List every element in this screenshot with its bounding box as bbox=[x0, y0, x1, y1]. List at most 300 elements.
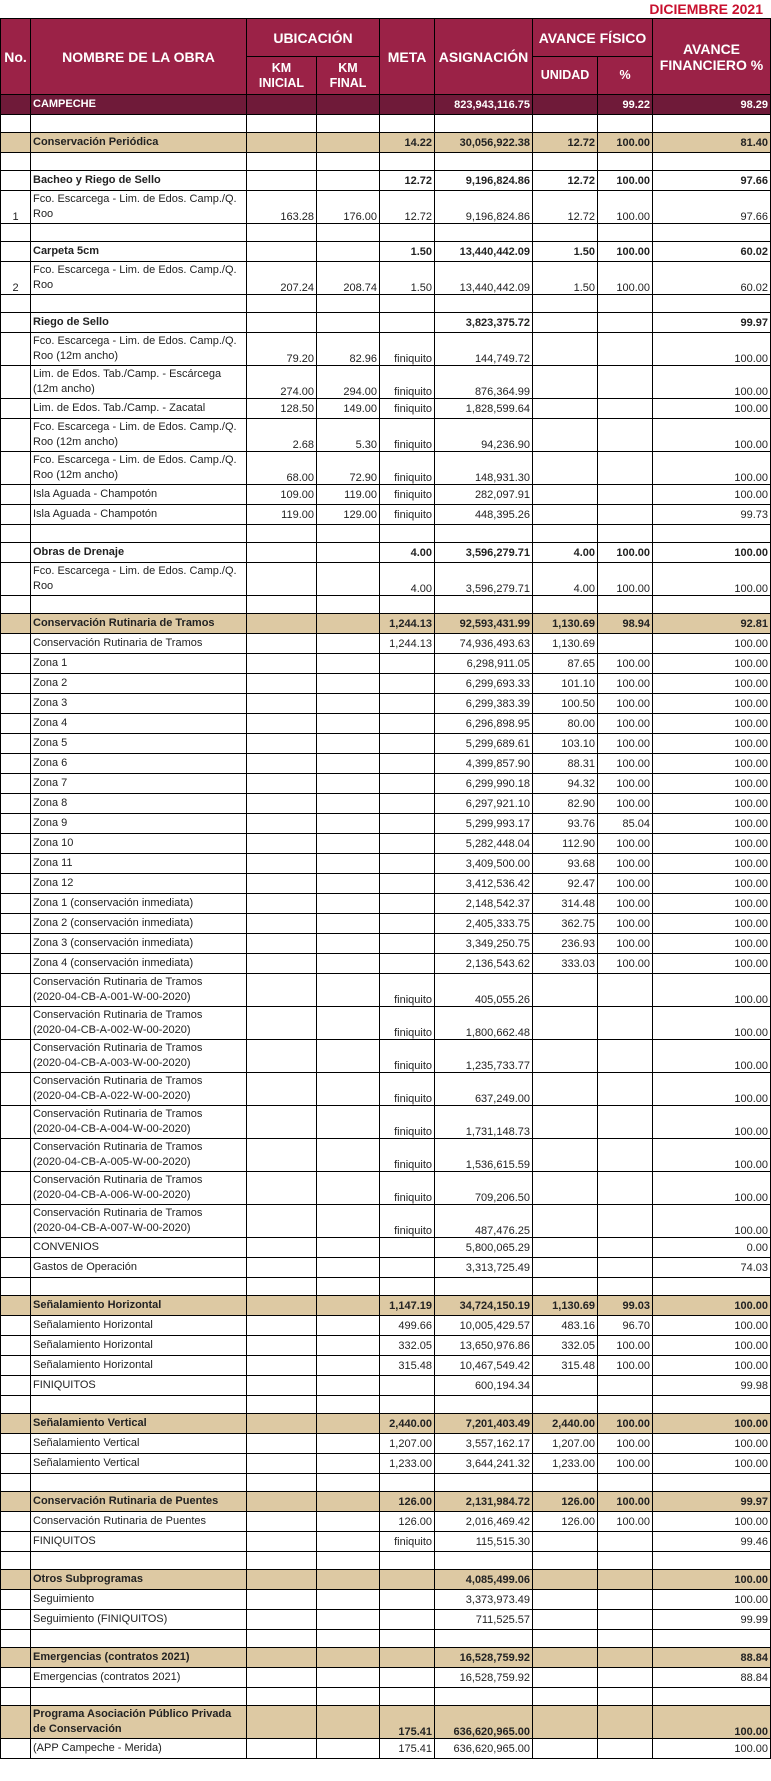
cell-name: Señalamiento Vertical bbox=[31, 1414, 247, 1434]
cell-asig: 1,235,733.77 bbox=[435, 1040, 533, 1073]
cell-asig: 3,596,279.71 bbox=[435, 543, 533, 563]
table-row bbox=[1, 914, 771, 934]
cell-name bbox=[31, 1552, 247, 1570]
cell-kmf bbox=[317, 596, 380, 614]
cell-kmi bbox=[247, 95, 317, 115]
cell-pct bbox=[598, 1532, 653, 1552]
cell-meta: finiquito bbox=[380, 1040, 435, 1073]
cell-no bbox=[1, 934, 31, 954]
header-km-inicial: KM INICIAL bbox=[247, 57, 317, 95]
cell-fin: 60.02 bbox=[653, 242, 771, 262]
cell-kmf bbox=[317, 1296, 380, 1316]
cell-meta bbox=[380, 1238, 435, 1258]
cell-name: Conservación Rutinaria de Tramos (2020-04-CB-A-002-W-00-2020) bbox=[31, 1007, 247, 1040]
cell-pct bbox=[598, 1630, 653, 1648]
cell-no bbox=[1, 1238, 31, 1258]
spacer-row bbox=[1, 1688, 771, 1706]
cell-kmf: 82.96 bbox=[317, 333, 380, 366]
cell-fin: 100.00 bbox=[653, 1040, 771, 1073]
cell-asig bbox=[435, 1630, 533, 1648]
cell-name bbox=[31, 1630, 247, 1648]
cell-asig: 637,249.00 bbox=[435, 1073, 533, 1106]
table-row bbox=[1, 563, 771, 596]
cell-pct bbox=[598, 1706, 653, 1739]
cell-kmi bbox=[247, 1552, 317, 1570]
cell-meta: finiquito bbox=[380, 505, 435, 525]
cell-no bbox=[1, 596, 31, 614]
cell-no bbox=[1, 1552, 31, 1570]
cell-kmf bbox=[317, 694, 380, 714]
cell-kmf: 176.00 bbox=[317, 191, 380, 224]
section-row bbox=[1, 1414, 771, 1434]
cell-fin: 99.46 bbox=[653, 1532, 771, 1552]
cell-kmi bbox=[247, 754, 317, 774]
cell-no bbox=[1, 1356, 31, 1376]
cell-fin: 100.00 bbox=[653, 366, 771, 399]
cell-kmf bbox=[317, 1356, 380, 1376]
cell-kmf bbox=[317, 814, 380, 834]
cell-fin bbox=[653, 295, 771, 313]
obras-table bbox=[0, 18, 771, 1759]
cell-kmi bbox=[247, 854, 317, 874]
table-row bbox=[1, 1007, 771, 1040]
cell-pct: 100.00 bbox=[598, 171, 653, 191]
cell-meta: 1,147.19 bbox=[380, 1296, 435, 1316]
cell-unidad bbox=[533, 224, 598, 242]
cell-meta bbox=[380, 694, 435, 714]
cell-unidad: 12.72 bbox=[533, 191, 598, 224]
cell-kmf bbox=[317, 525, 380, 543]
cell-fin: 100.00 bbox=[653, 543, 771, 563]
cell-name: Zona 1 bbox=[31, 654, 247, 674]
cell-name: Fco. Escarcega - Lim. de Edos. Camp./Q. Roo (12m ancho) bbox=[31, 452, 247, 485]
cell-name: Señalamiento Horizontal bbox=[31, 1296, 247, 1316]
cell-meta: 4.00 bbox=[380, 563, 435, 596]
cell-fin: 97.66 bbox=[653, 191, 771, 224]
cell-meta: 1,244.13 bbox=[380, 614, 435, 634]
cell-no bbox=[1, 543, 31, 563]
cell-pct: 100.00 bbox=[598, 874, 653, 894]
cell-fin bbox=[653, 596, 771, 614]
cell-pct bbox=[598, 295, 653, 313]
table-row bbox=[1, 794, 771, 814]
cell-unidad: 333.03 bbox=[533, 954, 598, 974]
cell-asig: 9,196,824.86 bbox=[435, 171, 533, 191]
spacer-row bbox=[1, 224, 771, 242]
table-row bbox=[1, 714, 771, 734]
cell-pct: 100.00 bbox=[598, 654, 653, 674]
cell-pct: 100.00 bbox=[598, 1356, 653, 1376]
cell-kmi bbox=[247, 1648, 317, 1668]
cell-meta bbox=[380, 596, 435, 614]
cell-fin: 100.00 bbox=[653, 1172, 771, 1205]
cell-name: Carpeta 5cm bbox=[31, 242, 247, 262]
table-row bbox=[1, 854, 771, 874]
cell-asig: 636,620,965.00 bbox=[435, 1739, 533, 1759]
cell-pct: 100.00 bbox=[598, 262, 653, 295]
cell-asig: 3,596,279.71 bbox=[435, 563, 533, 596]
cell-pct bbox=[598, 1396, 653, 1414]
cell-kmi bbox=[247, 1336, 317, 1356]
cell-pct: 99.03 bbox=[598, 1296, 653, 1316]
cell-fin: 100.00 bbox=[653, 1073, 771, 1106]
cell-unidad bbox=[533, 1106, 598, 1139]
cell-asig: 148,931.30 bbox=[435, 452, 533, 485]
cell-pct bbox=[598, 419, 653, 452]
cell-meta: finiquito bbox=[380, 366, 435, 399]
cell-kmf: 149.00 bbox=[317, 399, 380, 419]
spacer-row bbox=[1, 115, 771, 133]
cell-kmi bbox=[247, 1073, 317, 1106]
cell-fin: 98.29 bbox=[653, 95, 771, 115]
cell-pct bbox=[598, 115, 653, 133]
cell-name bbox=[31, 1278, 247, 1296]
cell-kmi bbox=[247, 242, 317, 262]
cell-kmf bbox=[317, 1630, 380, 1648]
cell-fin: 100.00 bbox=[653, 1414, 771, 1434]
header-avance-financiero: AVANCE FINANCIERO % bbox=[653, 19, 771, 95]
cell-kmf bbox=[317, 914, 380, 934]
cell-pct: 100.00 bbox=[598, 1414, 653, 1434]
cell-kmi bbox=[247, 874, 317, 894]
cell-meta bbox=[380, 894, 435, 914]
cell-asig: 6,296,898.95 bbox=[435, 714, 533, 734]
table-row bbox=[1, 1739, 771, 1759]
cell-kmi bbox=[247, 634, 317, 654]
cell-kmf: 208.74 bbox=[317, 262, 380, 295]
cell-unidad bbox=[533, 1648, 598, 1668]
cell-pct: 100.00 bbox=[598, 563, 653, 596]
table-row bbox=[1, 834, 771, 854]
cell-kmf bbox=[317, 774, 380, 794]
cell-kmi bbox=[247, 1296, 317, 1316]
cell-kmi: 79.20 bbox=[247, 333, 317, 366]
cell-fin: 99.97 bbox=[653, 1492, 771, 1512]
cell-fin bbox=[653, 224, 771, 242]
cell-meta bbox=[380, 1552, 435, 1570]
cell-unidad: 314.48 bbox=[533, 894, 598, 914]
cell-unidad: 80.00 bbox=[533, 714, 598, 734]
table-row bbox=[1, 1434, 771, 1454]
cell-meta bbox=[380, 854, 435, 874]
cell-pct: 99.22 bbox=[598, 95, 653, 115]
cell-unidad: 94.32 bbox=[533, 774, 598, 794]
cell-unidad: 1.50 bbox=[533, 242, 598, 262]
cell-kmi: 274.00 bbox=[247, 366, 317, 399]
cell-asig: 13,440,442.09 bbox=[435, 262, 533, 295]
cell-meta: finiquito bbox=[380, 1007, 435, 1040]
cell-unidad bbox=[533, 1172, 598, 1205]
cell-no bbox=[1, 399, 31, 419]
cell-pct: 100.00 bbox=[598, 674, 653, 694]
cell-unidad bbox=[533, 333, 598, 366]
cell-no bbox=[1, 1454, 31, 1474]
cell-fin: 100.00 bbox=[653, 1139, 771, 1172]
cell-kmi: 207.24 bbox=[247, 262, 317, 295]
cell-fin bbox=[653, 1688, 771, 1706]
table-row bbox=[1, 1336, 771, 1356]
cell-kmf bbox=[317, 1454, 380, 1474]
cell-no bbox=[1, 1336, 31, 1356]
cell-no bbox=[1, 1492, 31, 1512]
cell-pct bbox=[598, 1278, 653, 1296]
cell-kmi bbox=[247, 313, 317, 333]
cell-fin: 100.00 bbox=[653, 974, 771, 1007]
cell-unidad bbox=[533, 366, 598, 399]
cell-name: Fco. Escarcega - Lim. de Edos. Camp./Q. Roo (12m ancho) bbox=[31, 333, 247, 366]
cell-kmf: 129.00 bbox=[317, 505, 380, 525]
cell-name: CONVENIOS bbox=[31, 1238, 247, 1258]
cell-no bbox=[1, 914, 31, 934]
cell-meta bbox=[380, 834, 435, 854]
cell-asig: 3,409,500.00 bbox=[435, 854, 533, 874]
cell-pct bbox=[598, 1739, 653, 1759]
table-row bbox=[1, 1454, 771, 1474]
cell-unidad bbox=[533, 1610, 598, 1630]
cell-asig: 876,364.99 bbox=[435, 366, 533, 399]
cell-no bbox=[1, 894, 31, 914]
cell-no bbox=[1, 674, 31, 694]
cell-no bbox=[1, 1258, 31, 1278]
cell-meta bbox=[380, 1610, 435, 1630]
cell-pct bbox=[598, 1570, 653, 1590]
cell-fin: 100.00 bbox=[653, 1706, 771, 1739]
cell-kmf bbox=[317, 1610, 380, 1630]
cell-pct: 100.00 bbox=[598, 543, 653, 563]
cell-unidad: 1,130.69 bbox=[533, 634, 598, 654]
cell-meta bbox=[380, 115, 435, 133]
cell-asig: 6,297,921.10 bbox=[435, 794, 533, 814]
cell-kmf bbox=[317, 1414, 380, 1434]
cell-asig: 3,412,536.42 bbox=[435, 874, 533, 894]
cell-meta: 1,207.00 bbox=[380, 1434, 435, 1454]
cell-kmi: 2.68 bbox=[247, 419, 317, 452]
cell-meta bbox=[380, 1278, 435, 1296]
cell-meta bbox=[380, 954, 435, 974]
cell-asig: 2,131,984.72 bbox=[435, 1492, 533, 1512]
cell-no bbox=[1, 1610, 31, 1630]
cell-pct bbox=[598, 1040, 653, 1073]
cell-kmf bbox=[317, 1474, 380, 1492]
cell-pct: 100.00 bbox=[598, 191, 653, 224]
cell-unidad: 92.47 bbox=[533, 874, 598, 894]
cell-asig: 2,016,469.42 bbox=[435, 1512, 533, 1532]
cell-fin: 100.00 bbox=[653, 419, 771, 452]
table-row bbox=[1, 366, 771, 399]
header-nombre: NOMBRE DE LA OBRA bbox=[31, 19, 247, 95]
cell-unidad: 87.65 bbox=[533, 654, 598, 674]
cell-name: Conservación Rutinaria de Puentes bbox=[31, 1492, 247, 1512]
cell-asig bbox=[435, 1396, 533, 1414]
cell-meta: finiquito bbox=[380, 1172, 435, 1205]
cell-pct: 100.00 bbox=[598, 1434, 653, 1454]
cell-asig: 9,196,824.86 bbox=[435, 191, 533, 224]
cell-unidad bbox=[533, 1205, 598, 1238]
cell-no: 2 bbox=[1, 262, 31, 295]
cell-kmf bbox=[317, 1706, 380, 1739]
cell-kmf bbox=[317, 1205, 380, 1238]
cell-asig: 16,528,759.92 bbox=[435, 1668, 533, 1688]
cell-meta bbox=[380, 313, 435, 333]
cell-meta: 126.00 bbox=[380, 1512, 435, 1532]
header-pct: % bbox=[598, 57, 653, 95]
group-row bbox=[1, 171, 771, 191]
cell-kmi bbox=[247, 1238, 317, 1258]
cell-kmi bbox=[247, 614, 317, 634]
cell-no bbox=[1, 774, 31, 794]
cell-no bbox=[1, 224, 31, 242]
cell-no bbox=[1, 452, 31, 485]
cell-fin: 100.00 bbox=[653, 634, 771, 654]
cell-name bbox=[31, 525, 247, 543]
cell-meta bbox=[380, 934, 435, 954]
cell-name bbox=[31, 153, 247, 171]
cell-pct bbox=[598, 485, 653, 505]
cell-asig: 709,206.50 bbox=[435, 1172, 533, 1205]
cell-fin: 100.00 bbox=[653, 1205, 771, 1238]
cell-kmf bbox=[317, 874, 380, 894]
cell-kmi bbox=[247, 1610, 317, 1630]
cell-meta bbox=[380, 714, 435, 734]
cell-asig bbox=[435, 525, 533, 543]
cell-kmf bbox=[317, 1492, 380, 1512]
cell-kmf bbox=[317, 1316, 380, 1336]
spacer-row bbox=[1, 295, 771, 313]
cell-pct: 100.00 bbox=[598, 1454, 653, 1474]
group-row bbox=[1, 242, 771, 262]
cell-kmi bbox=[247, 563, 317, 596]
cell-pct: 100.00 bbox=[598, 774, 653, 794]
spacer-row bbox=[1, 525, 771, 543]
cell-pct: 96.70 bbox=[598, 1316, 653, 1336]
cell-meta bbox=[380, 1630, 435, 1648]
group-row bbox=[1, 313, 771, 333]
cell-kmf bbox=[317, 1172, 380, 1205]
cell-kmf bbox=[317, 954, 380, 974]
cell-pct bbox=[598, 596, 653, 614]
cell-pct bbox=[598, 399, 653, 419]
cell-kmf bbox=[317, 1688, 380, 1706]
cell-asig: 5,299,993.17 bbox=[435, 814, 533, 834]
cell-meta: 1,244.13 bbox=[380, 634, 435, 654]
cell-kmf bbox=[317, 563, 380, 596]
cell-unidad bbox=[533, 1688, 598, 1706]
cell-unidad bbox=[533, 1139, 598, 1172]
cell-asig: 1,536,615.59 bbox=[435, 1139, 533, 1172]
cell-asig: 600,194.34 bbox=[435, 1376, 533, 1396]
cell-meta bbox=[380, 914, 435, 934]
cell-kmi bbox=[247, 1474, 317, 1492]
cell-asig: 1,800,662.48 bbox=[435, 1007, 533, 1040]
cell-pct bbox=[598, 505, 653, 525]
cell-unidad: 315.48 bbox=[533, 1356, 598, 1376]
cell-unidad: 12.72 bbox=[533, 171, 598, 191]
cell-kmi bbox=[247, 1512, 317, 1532]
cell-no bbox=[1, 1172, 31, 1205]
cell-kmi bbox=[247, 1205, 317, 1238]
cell-no bbox=[1, 874, 31, 894]
table-row bbox=[1, 1139, 771, 1172]
cell-pct: 100.00 bbox=[598, 734, 653, 754]
cell-kmi bbox=[247, 153, 317, 171]
cell-name: Conservación Rutinaria de Tramos bbox=[31, 614, 247, 634]
cell-unidad bbox=[533, 1376, 598, 1396]
cell-no bbox=[1, 1073, 31, 1106]
cell-name: Zona 4 (conservación inmediata) bbox=[31, 954, 247, 974]
cell-unidad: 483.16 bbox=[533, 1316, 598, 1336]
cell-fin bbox=[653, 525, 771, 543]
spacer-row bbox=[1, 1474, 771, 1492]
cell-unidad: 100.50 bbox=[533, 694, 598, 714]
cell-kmf bbox=[317, 634, 380, 654]
cell-no bbox=[1, 1139, 31, 1172]
cell-fin: 60.02 bbox=[653, 262, 771, 295]
table-row bbox=[1, 1106, 771, 1139]
cell-meta bbox=[380, 754, 435, 774]
cell-asig: 30,056,922.38 bbox=[435, 133, 533, 153]
table-row bbox=[1, 419, 771, 452]
cell-asig: 282,097.91 bbox=[435, 485, 533, 505]
cell-name: Señalamiento Horizontal bbox=[31, 1336, 247, 1356]
cell-kmi bbox=[247, 543, 317, 563]
cell-name: Emergencias (contratos 2021) bbox=[31, 1668, 247, 1688]
cell-asig: 6,299,693.33 bbox=[435, 674, 533, 694]
cell-unidad bbox=[533, 485, 598, 505]
cell-unidad bbox=[533, 1040, 598, 1073]
cell-unidad bbox=[533, 153, 598, 171]
cell-kmf bbox=[317, 1434, 380, 1454]
cell-kmf bbox=[317, 854, 380, 874]
cell-kmi bbox=[247, 1356, 317, 1376]
cell-name: FINIQUITOS bbox=[31, 1532, 247, 1552]
cell-meta bbox=[380, 734, 435, 754]
cell-unidad: 101.10 bbox=[533, 674, 598, 694]
cell-kmi bbox=[247, 1316, 317, 1336]
section-row bbox=[1, 1492, 771, 1512]
section-row bbox=[1, 133, 771, 153]
cell-kmf bbox=[317, 1106, 380, 1139]
cell-kmi bbox=[247, 1590, 317, 1610]
cell-kmf bbox=[317, 734, 380, 754]
cell-kmf bbox=[317, 794, 380, 814]
cell-meta: 315.48 bbox=[380, 1356, 435, 1376]
table-row bbox=[1, 485, 771, 505]
cell-no bbox=[1, 1590, 31, 1610]
cell-fin bbox=[653, 1474, 771, 1492]
cell-name bbox=[31, 1688, 247, 1706]
cell-kmi bbox=[247, 1172, 317, 1205]
cell-asig: 94,236.90 bbox=[435, 419, 533, 452]
cell-no bbox=[1, 242, 31, 262]
cell-kmi bbox=[247, 1434, 317, 1454]
cell-meta bbox=[380, 1474, 435, 1492]
cell-fin bbox=[653, 1278, 771, 1296]
cell-meta: 332.05 bbox=[380, 1336, 435, 1356]
cell-unidad bbox=[533, 1706, 598, 1739]
cell-kmf bbox=[317, 834, 380, 854]
cell-kmf bbox=[317, 313, 380, 333]
cell-pct bbox=[598, 313, 653, 333]
cell-unidad bbox=[533, 452, 598, 485]
cell-fin: 100.00 bbox=[653, 1739, 771, 1759]
cell-fin: 99.98 bbox=[653, 1376, 771, 1396]
table-body bbox=[1, 95, 771, 1759]
cell-name: Conservación Periódica bbox=[31, 133, 247, 153]
cell-kmf bbox=[317, 1007, 380, 1040]
cell-no bbox=[1, 366, 31, 399]
cell-kmf bbox=[317, 1040, 380, 1073]
cell-meta: finiquito bbox=[380, 399, 435, 419]
